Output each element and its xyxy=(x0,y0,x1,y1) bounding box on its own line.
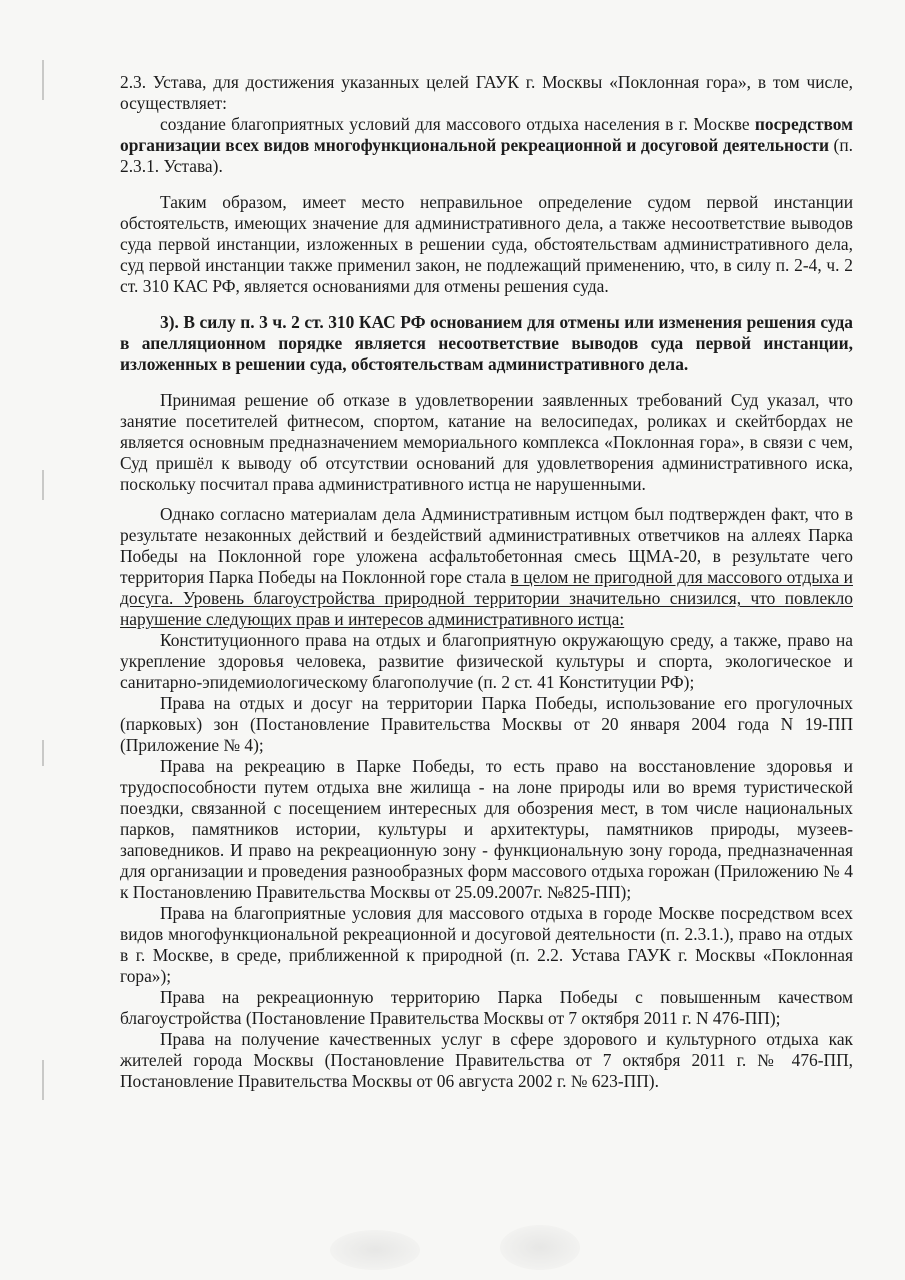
paragraph-ustav-2-3-1 xyxy=(120,114,853,177)
paragraph-text: Однако согласно материалам дела Административным истцом был подтвержден факт, что в результате незаконных действий и бездействий административных ответчиков на аллеях Парка Победы на Поклонной горе уложена асфальтобетонная смесь ЩМА-20, в результате чего территория Парка Победы на Поклонной горе стала xyxy=(120,504,853,587)
scan-smudge xyxy=(330,1230,420,1270)
paragraph-text: (п. 2.3.1. Устава). xyxy=(120,135,853,176)
rights-item: Права на рекреацию в Парке Победы, то есть право на восстановление здоровья и трудоспособности путем отдыха вне жилища - на лоне природы или во время туристической поездки, связанной с посещением интересных для обозрения мест, в том числе национальных парков, памятников истории, культуры и архитектуры, памятников природы, музеев-заповедников. И право на рекреационную зону - функциональную зону города, предназначенная для организации и проведения разнообразных форм массового отдыха горожан (Приложению № 4 к Постановлению Правительства Москвы от 25.09.2007г. №825-ПП); xyxy=(120,756,853,902)
paragraph-ustav-2-3: 2.3. Устава, для достижения указанных целей ГАУК г. Москвы «Поклонная гора», в том числе, осуществляет: xyxy=(120,72,853,113)
rights-item: Права на благоприятные условия для массового отдыха в городе Москве посредством всех видов многофункциональной рекреационной и досуговой деятельности (п. 2.3.1.), право на отдых в г. Москве, в среде, приближенной к природной (п. 2.2. Устава ГАУК г. Москвы «Поклонная гора»); xyxy=(120,903,853,986)
scan-smudge xyxy=(500,1225,580,1270)
paragraph-conclusion: Таким образом, имеет место неправильное определение судом первой инстанции обстоятельств, имеющих значение для административного дела, а также несоответствие выводов суда первой инстанции, изложенных в решении суда, обстоятельствам административного дела, суд первой инстанции также применил закон, не подлежащий применению, что, в силу п. 2-4, ч. 2 ст. 310 КАС РФ, является основаниями для отмены решения суда. xyxy=(120,192,853,296)
rights-item: Права на рекреационную территорию Парка Победы с повышенным качеством благоустройства (Постановление Правительства Москвы от 7 октября 2011 г. N 476-ПП); xyxy=(120,987,853,1028)
bold-emphasis: посредством организации всех видов многофункциональной рекреационной и досуговой деятельности xyxy=(120,114,853,155)
section-heading-3: 3). В силу п. 3 ч. 2 ст. 310 КАС РФ основанием для отмены или изменения решения суда в апелляционном порядке является несоответствие выводов суда первой инстанции, изложенных в решении суда, обстоятельствам административного дела. xyxy=(120,312,853,374)
paragraph-court-decision: Принимая решение об отказе в удовлетворении заявленных требований Суд указал, что занятие посетителей фитнесом, спортом, катание на велосипедах, роликах и скейтбордах не является основным предназначением мемориального комплекса «Поклонная гора», в связи с чем, Суд пришёл к выводу об отсутствии оснований для удовлетворения административного иска, поскольку посчитал права административного истца не нарушенными. xyxy=(120,390,853,494)
rights-item: Конституционного права на отдых и благоприятную окружающую среду, а также, право на укрепление здоровья человека, развитие физической культуры и спорта, экологическое и санитарно-эпидемиологическому благополучие (п. 2 ст. 41 Конституции РФ); xyxy=(120,630,853,692)
scan-margin-mark xyxy=(42,60,44,100)
rights-item: Права на получение качественных услуг в сфере здорового и культурного отдыха как жителей города Москвы (Постановление Правительства от 7 октября 2011 г. № 476-ПП, Постановление Правительства Москвы от 06 августа 2002 г. № 623-ПП). xyxy=(120,1029,853,1091)
scan-margin-mark xyxy=(42,1060,44,1100)
scan-margin-mark xyxy=(42,470,44,500)
rights-item: Права на отдых и досуг на территории Парка Победы, использование его прогулочных (парковых) зон (Постановление Правительства Москвы от 20 января 2004 года N 19-ПП (Приложение № 4); xyxy=(120,693,853,755)
scan-margin-mark xyxy=(42,740,44,766)
paragraph-facts xyxy=(120,504,853,630)
document-body xyxy=(120,72,853,1092)
paragraph-text: создание благоприятных условий для массового отдыха населения в г. Москве xyxy=(160,114,755,134)
underlined-emphasis: в целом не пригодной для массового отдыха и досуга. Уровень благоустройства природной территории значительно снизился, что повлекло нарушение следующих прав и интересов административного истца: xyxy=(120,567,853,629)
